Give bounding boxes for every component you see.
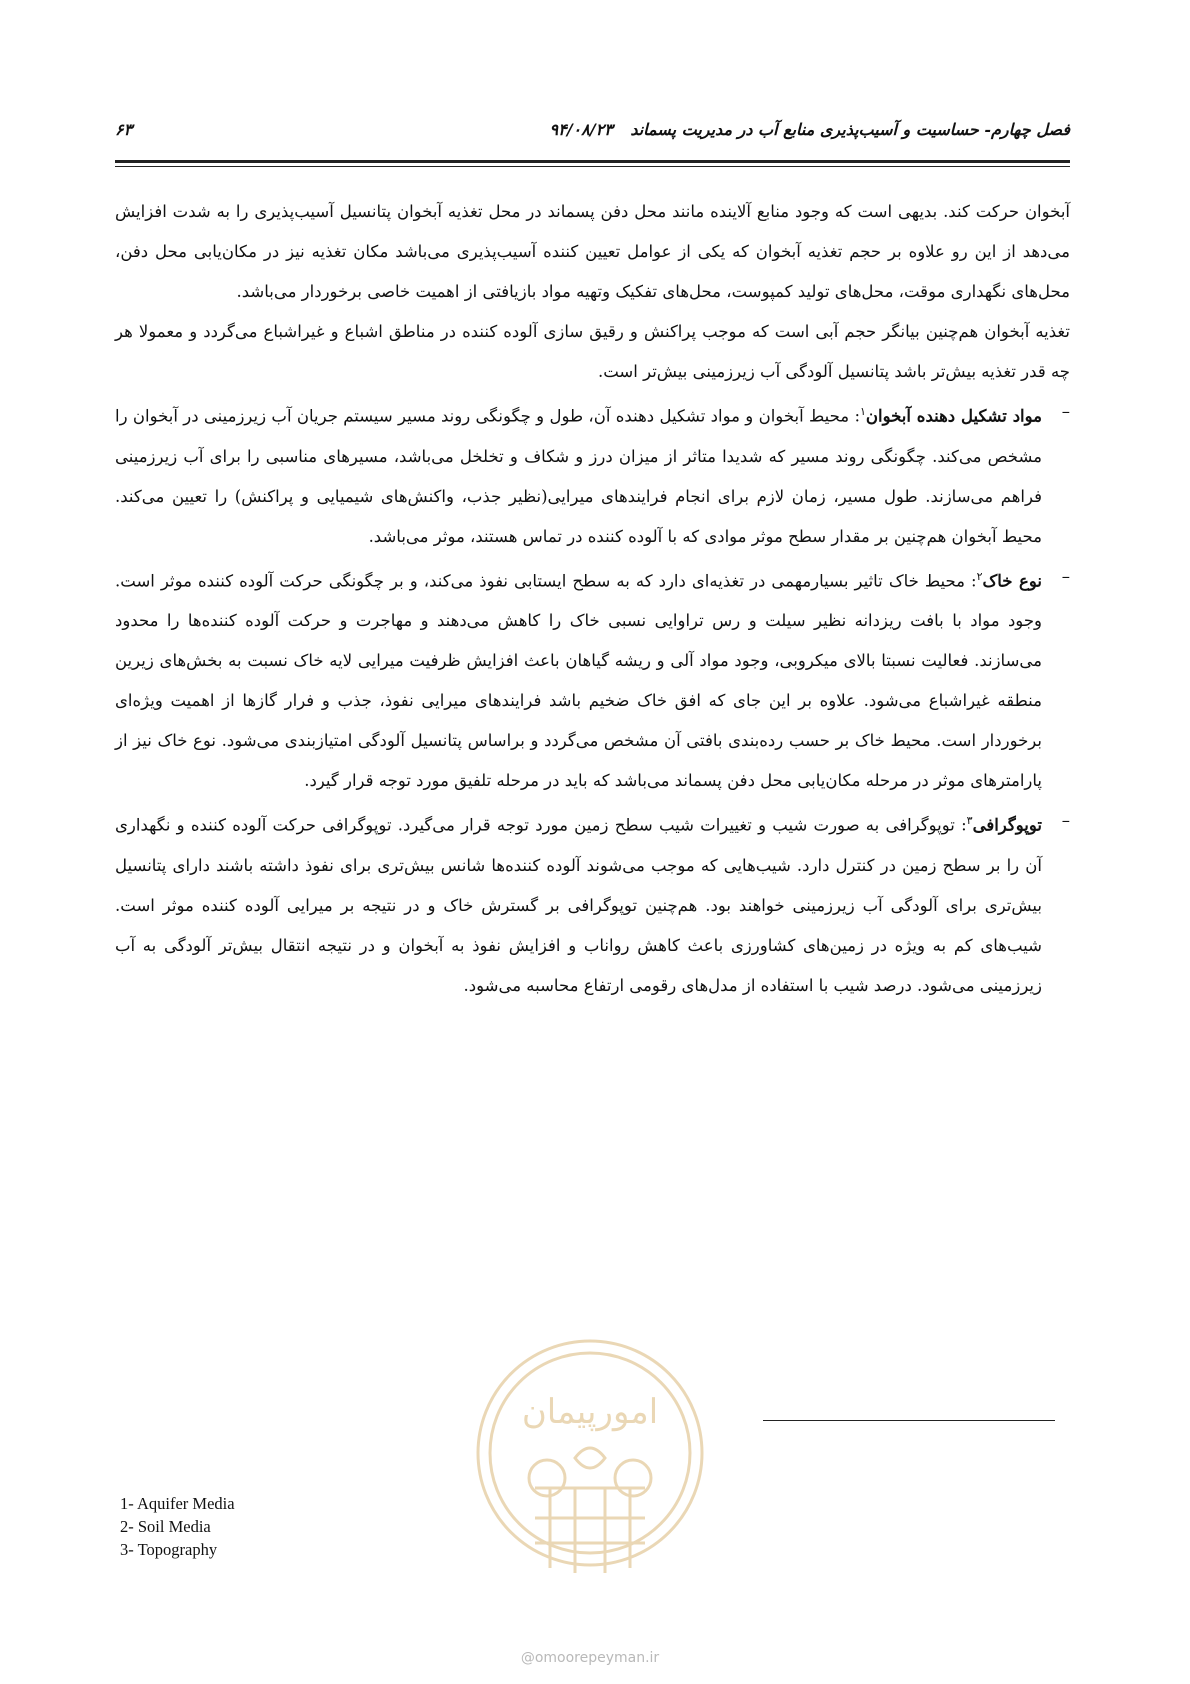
bullet-dash: –	[1061, 566, 1070, 586]
bullet-text: : محیط آبخوان و مواد تشکیل دهنده آن، طول و چگونگی روند مسیر سیستم جریان آب زیرزمینی در آبخوان را مشخص می‌کند. چگونگی روند مسیر که شدیدا متاثر از میزان درز و شکاف و تخلخل می‌باشد، مسیرهای مناسبی را برای آب زیرزمینی فراهم می‌سازند. طول مسیر، زمان لازم برای انجام فرایندهای میرایی(نظیر جذب، واکنش‌های شیمیایی و پراکنش) را تعیین می‌کند. محیط آبخوان هم‌چنین بر مقدار سطح موثر موادی که با آلوده کننده در تماس هستند، موثر می‌باشد.	[115, 406, 1042, 546]
bullet-term: مواد تشکیل دهنده آبخوان	[865, 406, 1042, 426]
footnote-ref: ۱	[860, 405, 866, 418]
header-rule-thick	[115, 160, 1070, 163]
header-rule-thin	[115, 166, 1070, 167]
bullet-dash: –	[1061, 402, 1070, 421]
footnote-2: 2- Soil Media	[120, 1517, 211, 1536]
bullet-topography	[115, 801, 1070, 1006]
footnote-1: 1- Aquifer Media	[120, 1494, 235, 1513]
footnote-rule	[763, 1420, 1055, 1421]
header-date: ۹۴/۰۸/۲۳	[549, 120, 613, 139]
main-content	[115, 192, 1070, 1006]
footnote-3: 3- Topography	[120, 1540, 218, 1559]
bullet-dash: –	[1061, 811, 1070, 830]
bullet-soil-media	[115, 557, 1070, 802]
paragraph-recharge-location: آبخوان حرکت کند. بدیهی است که وجود منابع آلاینده مانند محل دفن پسماند در محل تغذیه آبخوان پتانسیل آسیب‌پذیری را به شدت افزایش می‌دهد از این رو علاوه بر حجم تغذیه آبخوان که یکی از عوامل تعیین کننده آسیب‌پذیری می‌باشد مکان تغذیه نیز در مکان‌یابی محل دفن، محل‌های نگهداری موقت، محل‌های تولید کمپوست، محل‌های تفکیک وتهیه مواد بازیافتی از اهمیت خاصی برخوردار می‌باشد.	[115, 202, 1070, 301]
header-title	[550, 120, 1071, 139]
chapter-title: فصل چهارم- حساسیت و آسیب‌پذیری منابع آب در مدیریت پسماند	[630, 120, 1070, 139]
bullet-text: : محیط خاک تاثیر بسیارمهمی در تغذیه‌ای دارد که به سطح ایستابی نفوذ می‌کند، و بر چگونگی حرکت آلوده کننده موثر است. وجود مواد با بافت ریزدانه نظیر سیلت و رس تراوایی نسبی خاک را کاهش می‌دهند و مهاجرت و حرکت آلوده کننده‌ها را محدود می‌سازند. فعالیت نسبتا بالای میکروبی، وجود مواد آلی و ریشه گیاهان باعث افزایش ظرفیت میرایی لایه خاک نسبت به بخش‌های زیرین منطقه غیراشباع می‌شود. علاوه بر این جای که افق خاک ضخیم باشد فرایندهای میرایی نفوذ، جذب و فرار گازها از اهمیت ویژه‌ای برخوردار است. محیط خاک بر حسب رده‌بندی بافتی آن مشخص می‌گردد و براساس پتانسیل آلودگی امتیازبندی می‌شود. نوع خاک نیز از پارامترهای موثر در مرحله مکان‌یابی محل دفن پسماند می‌باشد که باید در مرحله تلفیق مورد توجه قرار گیرد.	[115, 571, 1042, 790]
watermark-logo	[465, 1328, 715, 1628]
footnote-ref: ۲	[976, 569, 983, 583]
paragraph-recharge-volume: تغذیه آبخوان هم‌چنین بیانگر حجم آبی است که موجب پراکنش و رقیق سازی آلوده کننده در مناطق اشباع و غیراشباع می‌گردد و معمولا هر چه قدر تغذیه بیش‌تر باشد پتانسیل آلودگی آب زیرزمینی بیش‌تر است.	[115, 322, 1070, 381]
bullet-term: توپوگرافی	[972, 815, 1042, 835]
footnotes	[120, 1492, 420, 1561]
page-header	[115, 120, 1070, 154]
page-number: ۶۳	[115, 120, 133, 139]
bullet-text: : توپوگرافی به صورت شیب و تغییرات شیب سطح زمین مورد توجه قرار می‌گیرد. توپوگرافی حرکت آلوده کننده و نگهداری آن را بر سطح زمین در کنترل دارد. شیب‌هایی که موجب می‌شوند آلوده کننده‌ها شانس بیش‌تری برای نفوذ داشته باشند دارای پتانسیل بیش‌تری برای آلودگی آب زیرزمینی خواهند بود. هم‌چنین توپوگرافی بر گسترش خاک و در نتیجه بر میرایی آلوده کننده موثر است. شیب‌های کم به ویژه در زمین‌های کشاورزی باعث کاهش رواناب و افزایش نفوذ به آبخوان و در نتیجه انتقال بیش‌تر آلودگی به آب زیرزمینی می‌شود. درصد شیب با استفاده از مدل‌های رقومی ارتفاع محاسبه می‌شود.	[115, 815, 1042, 995]
bullet-aquifer-media	[115, 392, 1070, 557]
watermark-site: @omoorepeyman.ir	[520, 1650, 660, 1666]
footnote-ref: ۳	[966, 814, 973, 827]
bullet-term: نوع خاک	[982, 571, 1042, 590]
watermark-logo-text: امورپیمان	[521, 1392, 659, 1432]
